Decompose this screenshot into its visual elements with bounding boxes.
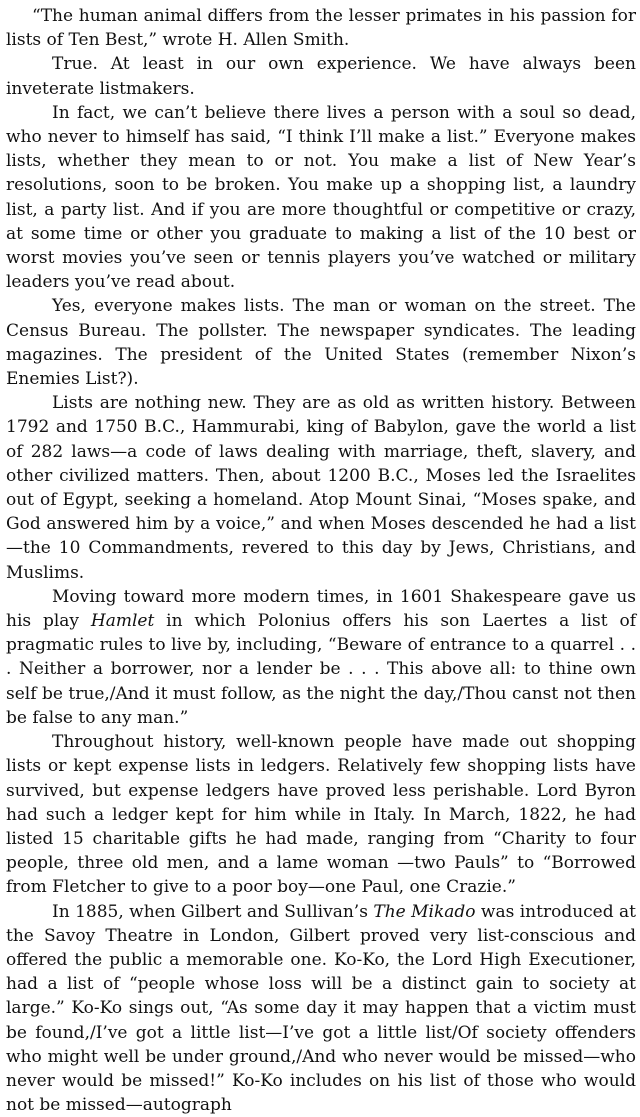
paragraph-text: Moving toward more modern times, in 1601 Shakespeare gave us his play	[6, 586, 636, 632]
paragraph-text: In fact, we can’t believe there lives a person with a soul so dead, who never to himself has said, “I think I’ll make a list.” Everyone makes lists, whether they mean to or not. You make a list of New Year’s resolutions, soon to be broken. You make up a shopping list, a laundry list, a party list. And if you are more thoughtful or competitive or crazy, at some time or other you graduate to making a list of the 10 best or worst movies you’ve seen or tennis players you’ve watched or military leaders you’ve read about.	[6, 102, 636, 293]
body-paragraph	[6, 585, 636, 730]
body-paragraph	[6, 294, 636, 391]
body-paragraph	[6, 4, 636, 52]
paragraph-text: was introduced at the Savoy Theatre in London, Gilbert proved very list-conscious and offered the public a memorable one. Ko-Ko, the Lord High Executioner, had a list of “people whose loss will be a distinct gain to society at large.” Ko-Ko sings out, “As some day it may happen that a victim must be found,/I’ve got a little list—I’ve got a little list/Of society offenders who might well be under ground,/And who never would be missed—who never would be missed!” Ko-Ko includes on his list of those who would not be missed—autograph	[6, 901, 636, 1116]
body-paragraph	[6, 391, 636, 585]
paragraph-text: In 1885, when Gilbert and Sullivan’s	[52, 901, 374, 922]
body-paragraph	[6, 730, 636, 899]
body-paragraph	[6, 52, 636, 100]
paragraph-text: True. At least in our own experience. We have always been inveterate listmakers.	[6, 54, 636, 99]
italic-title-text: The Mikado	[373, 901, 476, 922]
paragraph-text: Lists are nothing new. They are as old as written history. Between 1792 and 1750 B.C., Hammurabi, king of Babylon, gave the world a list of 282 laws—a code of laws dealing with marriage, theft, slavery, and other civilized matters. Then, about 1200 B.C., Moses led the Israelites out of Egypt, seeking a homeland. Atop Mount Sinai, “Moses spake, and God answered him by a voice,” and when Moses descended he had a list—the 10 Commandments, revered to this day by Jews, Christians, and Muslims.	[6, 393, 636, 583]
body-paragraph	[6, 101, 636, 295]
body-paragraph	[6, 900, 636, 1117]
paragraph-text: Yes, everyone makes lists. The man or woman on the street. The Census Bureau. The pollster. The newspaper syndicates. The leading magazines. The president of the United States (remember Nixon’s Enemies List?).	[6, 296, 636, 390]
paragraph-text: Throughout history, well-known people have made out shopping lists or kept expense lists in ledgers. Relatively few shopping lists have survived, but expense ledgers have proved less perishable. Lord Byron had such a ledger kept for him while in Italy. In March, 1822, he had listed 15 charitable gifts he had made, ranging from “Charity to four people, three old men, and a lame woman —two Pauls” to “Borrowed from Fletcher to give to a poor boy—one Paul, one Crazie.”	[6, 732, 636, 898]
italic-title-text: Hamlet	[90, 611, 155, 632]
paragraph-text: in which Polonius offers his son Laertes a list of pragmatic rules to live by, including, “Beware of entrance to a quarrel . . . Neither a borrower, nor a lender be . . . This above all: to thine own self be true,/And it must follow, as the night the day,/Thou canst not then be false to any man.”	[6, 611, 636, 728]
paragraph-text: “The human animal differs from the lesser primates in his passion for lists of Ten Best,” wrote H. Allen Smith.	[6, 6, 636, 51]
